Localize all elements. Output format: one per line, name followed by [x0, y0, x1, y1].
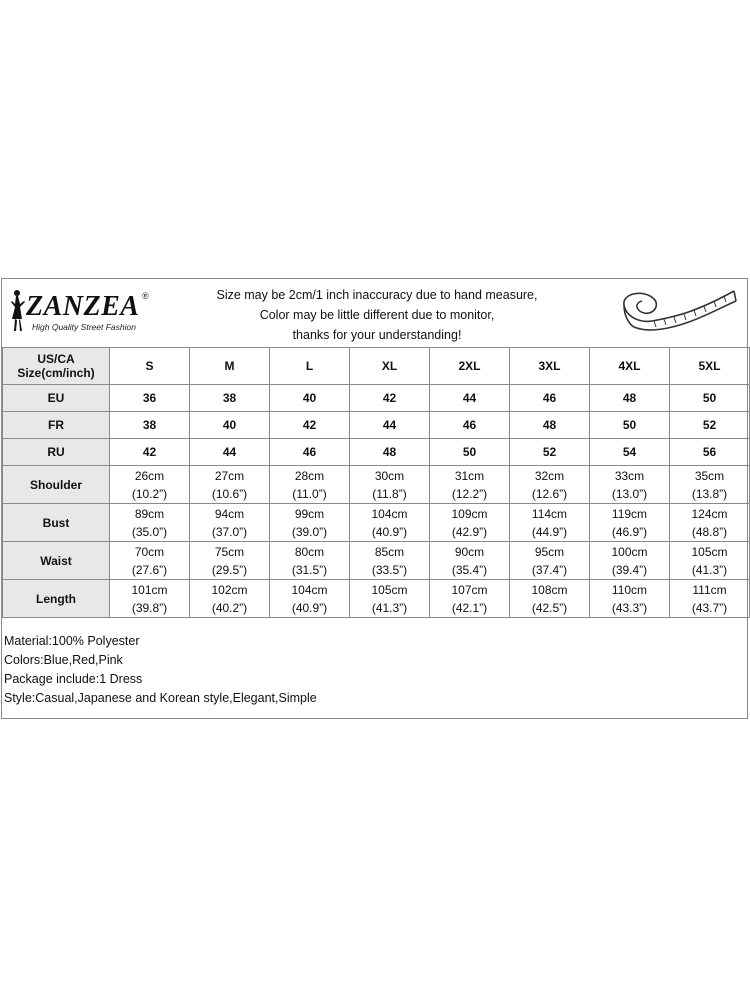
table-row-ru: [3, 439, 750, 466]
table-cell: 104cm (40.9”): [270, 580, 350, 618]
table-cell: 35cm (13.8”): [670, 466, 750, 504]
table-cell: 46: [270, 439, 350, 466]
size-header-row: [3, 348, 750, 385]
table-cell: 105cm (41.3”): [670, 542, 750, 580]
table-cell: 80cm (31.5”): [270, 542, 350, 580]
table-cell: 100cm (39.4”): [590, 542, 670, 580]
table-cell: 105cm (41.3”): [350, 580, 430, 618]
detail-colors: Colors:Blue,Red,Pink: [4, 653, 123, 667]
detail-package: Package include:1 Dress: [4, 672, 143, 686]
table-cell: 109cm (42.9”): [430, 504, 510, 542]
table-cell: 33cm (13.0”): [590, 466, 670, 504]
table-cell: 89cm (35.0”): [110, 504, 190, 542]
table-cell: 40: [270, 385, 350, 412]
size-header-label: US/CA Size(cm/inch): [3, 348, 110, 385]
measuring-tape-icon: [614, 283, 738, 345]
table-cell: 94cm (37.0”): [190, 504, 270, 542]
table-cell: 38: [110, 412, 190, 439]
fashion-model-icon: [8, 289, 28, 333]
table-cell: 42: [110, 439, 190, 466]
table-cell: 32cm (12.6”): [510, 466, 590, 504]
table-row-shoulder: [3, 466, 750, 504]
size-cell: 4XL: [590, 348, 670, 385]
brand-name: ZANZEA: [26, 291, 140, 322]
row-label: Shoulder: [3, 466, 110, 504]
row-label: Waist: [3, 542, 110, 580]
table-cell: 31cm (12.2”): [430, 466, 510, 504]
row-label: FR: [3, 412, 110, 439]
table-cell: 52: [670, 412, 750, 439]
table-cell: 52: [510, 439, 590, 466]
size-cell: S: [110, 348, 190, 385]
table-cell: 107cm (42.1”): [430, 580, 510, 618]
product-details: [4, 632, 317, 708]
table-cell: 26cm (10.2”): [110, 466, 190, 504]
row-label: Length: [3, 580, 110, 618]
measurement-notice: [162, 285, 592, 345]
size-cell: M: [190, 348, 270, 385]
table-row-length: [3, 580, 750, 618]
table-cell: 48: [350, 439, 430, 466]
table-row-fr: [3, 412, 750, 439]
table-cell: 48: [590, 385, 670, 412]
table-row-waist: [3, 542, 750, 580]
table-cell: 48: [510, 412, 590, 439]
brand-logo: [6, 289, 156, 343]
table-cell: 110cm (43.3”): [590, 580, 670, 618]
size-cell: XL: [350, 348, 430, 385]
table-cell: 108cm (42.5”): [510, 580, 590, 618]
table-cell: 54: [590, 439, 670, 466]
table-cell: 44: [350, 412, 430, 439]
table-cell: 44: [190, 439, 270, 466]
table-cell: 104cm (40.9”): [350, 504, 430, 542]
size-cell: 2XL: [430, 348, 510, 385]
size-cell: 3XL: [510, 348, 590, 385]
size-table: [2, 347, 750, 618]
table-cell: 124cm (48.8”): [670, 504, 750, 542]
table-cell: 44: [430, 385, 510, 412]
notice-line: Size may be 2cm/1 inch inaccuracy due to hand measure,: [216, 288, 538, 302]
table-cell: 42: [270, 412, 350, 439]
table-cell: 30cm (11.8”): [350, 466, 430, 504]
table-cell: 70cm (27.6”): [110, 542, 190, 580]
table-cell: 50: [430, 439, 510, 466]
table-cell: 40: [190, 412, 270, 439]
table-cell: 56: [670, 439, 750, 466]
detail-material: Material:100% Polyester: [4, 634, 140, 648]
table-cell: 42: [350, 385, 430, 412]
size-chart-card: [1, 278, 748, 719]
table-cell: 90cm (35.4”): [430, 542, 510, 580]
table-cell: 85cm (33.5”): [350, 542, 430, 580]
notice-line: Color may be little different due to monitor,: [259, 308, 495, 322]
size-chart-header: [2, 279, 747, 347]
table-row-bust: [3, 504, 750, 542]
table-cell: 75cm (29.5”): [190, 542, 270, 580]
brand-tagline: High Quality Street Fashion: [32, 322, 136, 332]
table-cell: 38: [190, 385, 270, 412]
table-cell: 114cm (44.9”): [510, 504, 590, 542]
table-cell: 27cm (10.6”): [190, 466, 270, 504]
table-cell: 46: [430, 412, 510, 439]
row-label: RU: [3, 439, 110, 466]
row-label: EU: [3, 385, 110, 412]
table-cell: 101cm (39.8”): [110, 580, 190, 618]
table-cell: 50: [670, 385, 750, 412]
size-cell: L: [270, 348, 350, 385]
size-cell: 5XL: [670, 348, 750, 385]
table-cell: 28cm (11.0”): [270, 466, 350, 504]
table-cell: 111cm (43.7”): [670, 580, 750, 618]
table-cell: 119cm (46.9”): [590, 504, 670, 542]
table-cell: 102cm (40.2”): [190, 580, 270, 618]
table-cell: 36: [110, 385, 190, 412]
detail-style: Style:Casual,Japanese and Korean style,Elegant,Simple: [4, 691, 317, 705]
table-cell: 50: [590, 412, 670, 439]
notice-line: thanks for your understanding!: [292, 328, 462, 342]
table-cell: 99cm (39.0”): [270, 504, 350, 542]
table-cell: 95cm (37.4”): [510, 542, 590, 580]
row-label: Bust: [3, 504, 110, 542]
registered-mark: ®: [142, 291, 149, 301]
table-row-eu: [3, 385, 750, 412]
table-cell: 46: [510, 385, 590, 412]
